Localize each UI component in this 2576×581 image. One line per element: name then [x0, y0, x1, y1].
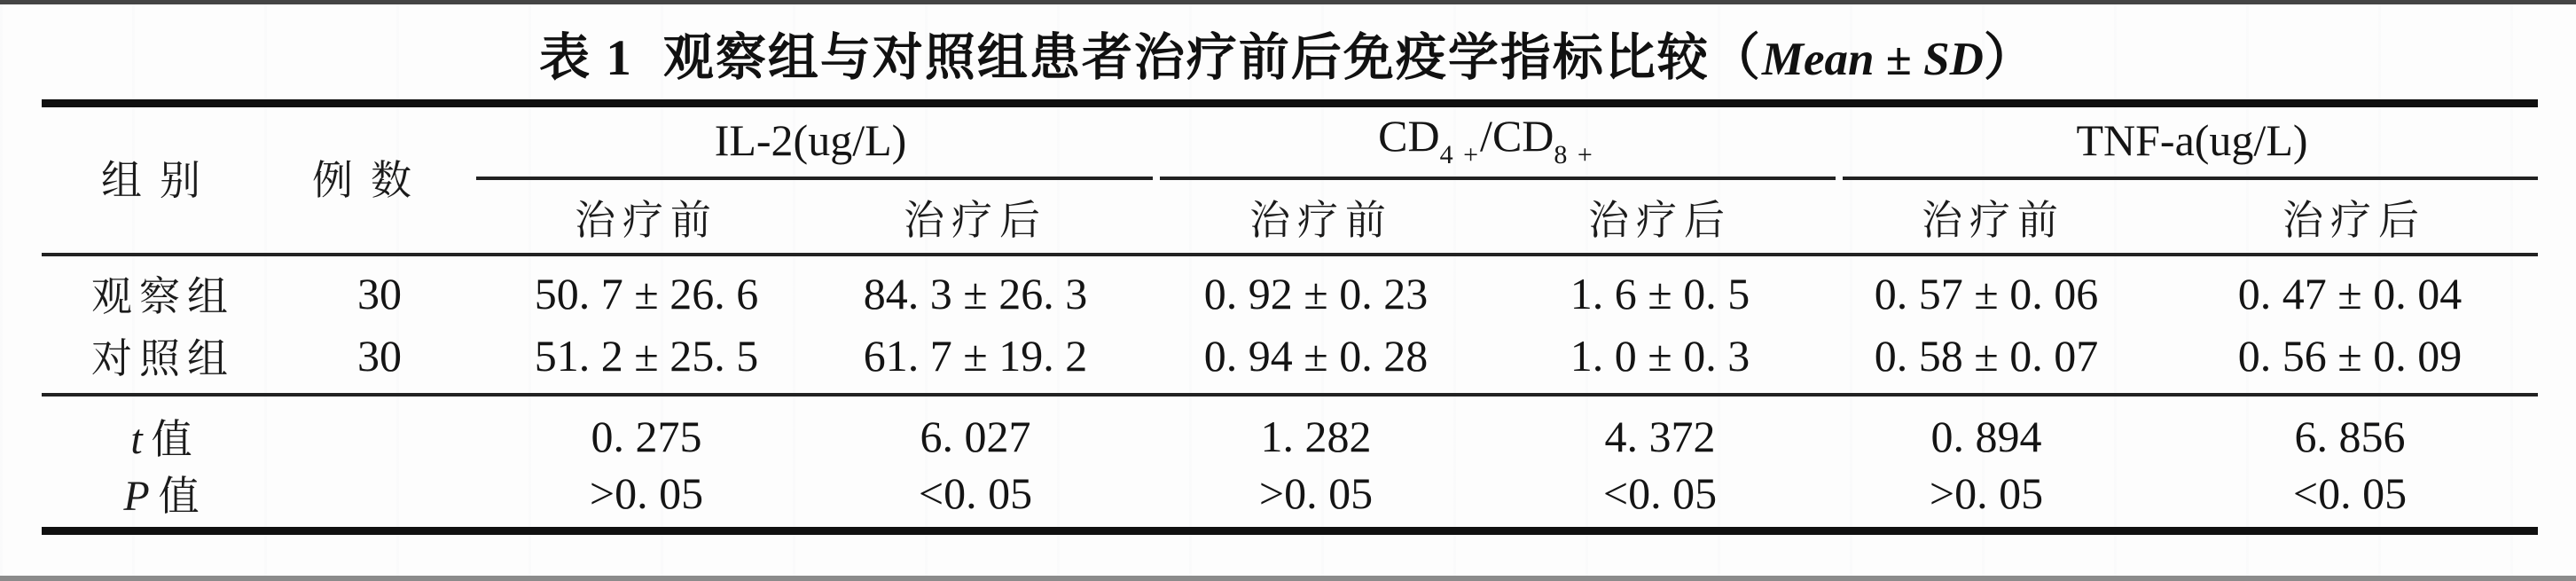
table-top-rule: [42, 99, 2538, 107]
subheader-cd-post: 治疗后: [1588, 198, 1732, 243]
header-bottom-rule: [42, 253, 2538, 256]
cell-p-tnf-pre: >0. 05: [1929, 468, 2044, 518]
cell-t-cd-pre: 1. 282: [1260, 412, 1372, 461]
cell-observation-il2-pre: 50. 7 ± 26. 6: [534, 269, 759, 318]
cell-p-cd-pre: >0. 05: [1258, 468, 1374, 518]
cd-subscript-1: 4 +: [1439, 140, 1481, 169]
cell-p-cd-post: <0. 05: [1602, 468, 1718, 518]
row-p-label: [123, 464, 199, 522]
spanner-rule-tnf: [1843, 177, 2538, 180]
cell-p-tnf-post: <0. 05: [2292, 468, 2408, 518]
cd-subscript-2: 8 +: [1554, 140, 1594, 169]
cell-t-il2-post: 6. 027: [920, 412, 1031, 461]
cell-t-tnf-post: 6. 856: [2294, 412, 2406, 461]
table-bottom-rule: [42, 527, 2538, 535]
title-paren-open: （: [1709, 30, 1762, 86]
table-number: 表 1: [539, 30, 633, 86]
cell-control-n: 30: [357, 331, 402, 381]
cell-t-il2-pre: 0. 275: [591, 412, 702, 461]
cell-p-il2-pre: >0. 05: [589, 468, 704, 518]
cell-control-tnf-post: 0. 56 ± 0. 09: [2237, 331, 2462, 381]
cell-t-tnf-pre: 0. 894: [1930, 412, 2042, 461]
cell-control-cd-post: 1. 0 ± 0. 3: [1570, 331, 1750, 381]
t-cjk: 值: [151, 417, 192, 462]
subheader-tnf-pre: 治疗前: [1922, 198, 2065, 243]
p-symbol: P: [123, 473, 150, 520]
cd-base-2: /CD: [1480, 111, 1554, 161]
table-title-text: 观察组与对照组患者治疗前后免疫学指标比较: [662, 30, 1710, 86]
p-cjk: 值: [158, 474, 200, 519]
cell-observation-il2-post: 84. 3 ± 26. 3: [863, 269, 1088, 318]
t-symbol: t: [130, 416, 143, 463]
cell-observation-tnf-pre: 0. 57 ± 0. 06: [1874, 269, 2099, 318]
cell-control-tnf-pre: 0. 58 ± 0. 07: [1874, 331, 2099, 381]
cell-observation-n: 30: [357, 269, 402, 318]
page-title: [539, 17, 2036, 90]
header-n-col: 例数: [312, 158, 429, 203]
scan-top-edge: [0, 0, 2576, 4]
header-group-col: 组别: [101, 158, 218, 203]
scan-bottom-edge: [0, 576, 2576, 581]
header-group-il2: IL-2(ug/L): [714, 115, 907, 165]
title-stat-label: Mean ± SD: [1761, 34, 1984, 85]
cell-p-il2-post: <0. 05: [918, 468, 1033, 518]
subheader-tnf-post: 治疗后: [2282, 198, 2426, 243]
header-group-tnf: TNF-a(ug/L): [2076, 115, 2308, 165]
cell-observation-cd-pre: 0. 92 ± 0. 23: [1203, 269, 1429, 318]
row-control-label: 对照组: [91, 336, 235, 381]
cell-control-cd-pre: 0. 94 ± 0. 28: [1203, 331, 1429, 381]
subheader-il2-pre: 治疗前: [575, 198, 718, 243]
cell-control-il2-pre: 51. 2 ± 25. 5: [534, 331, 759, 381]
cell-t-cd-post: 4. 372: [1604, 412, 1716, 461]
subheader-il2-post: 治疗后: [904, 198, 1047, 243]
cell-observation-cd-post: 1. 6 ± 0. 5: [1570, 269, 1750, 318]
subheader-cd-pre: 治疗前: [1249, 198, 1393, 243]
row-t-label: [130, 407, 192, 466]
spanner-rule-cd: [1160, 177, 1836, 180]
title-paren-close: ）: [1983, 30, 2036, 86]
group-stat-divider-rule: [42, 393, 2538, 396]
header-group-cd: [1378, 110, 1594, 170]
cell-observation-tnf-post: 0. 47 ± 0. 04: [2237, 269, 2462, 318]
row-observation-label: 观察组: [91, 274, 235, 319]
cell-control-il2-post: 61. 7 ± 19. 2: [863, 331, 1088, 381]
cd-base-1: CD: [1378, 111, 1440, 161]
spanner-rule-il2: [476, 177, 1153, 180]
